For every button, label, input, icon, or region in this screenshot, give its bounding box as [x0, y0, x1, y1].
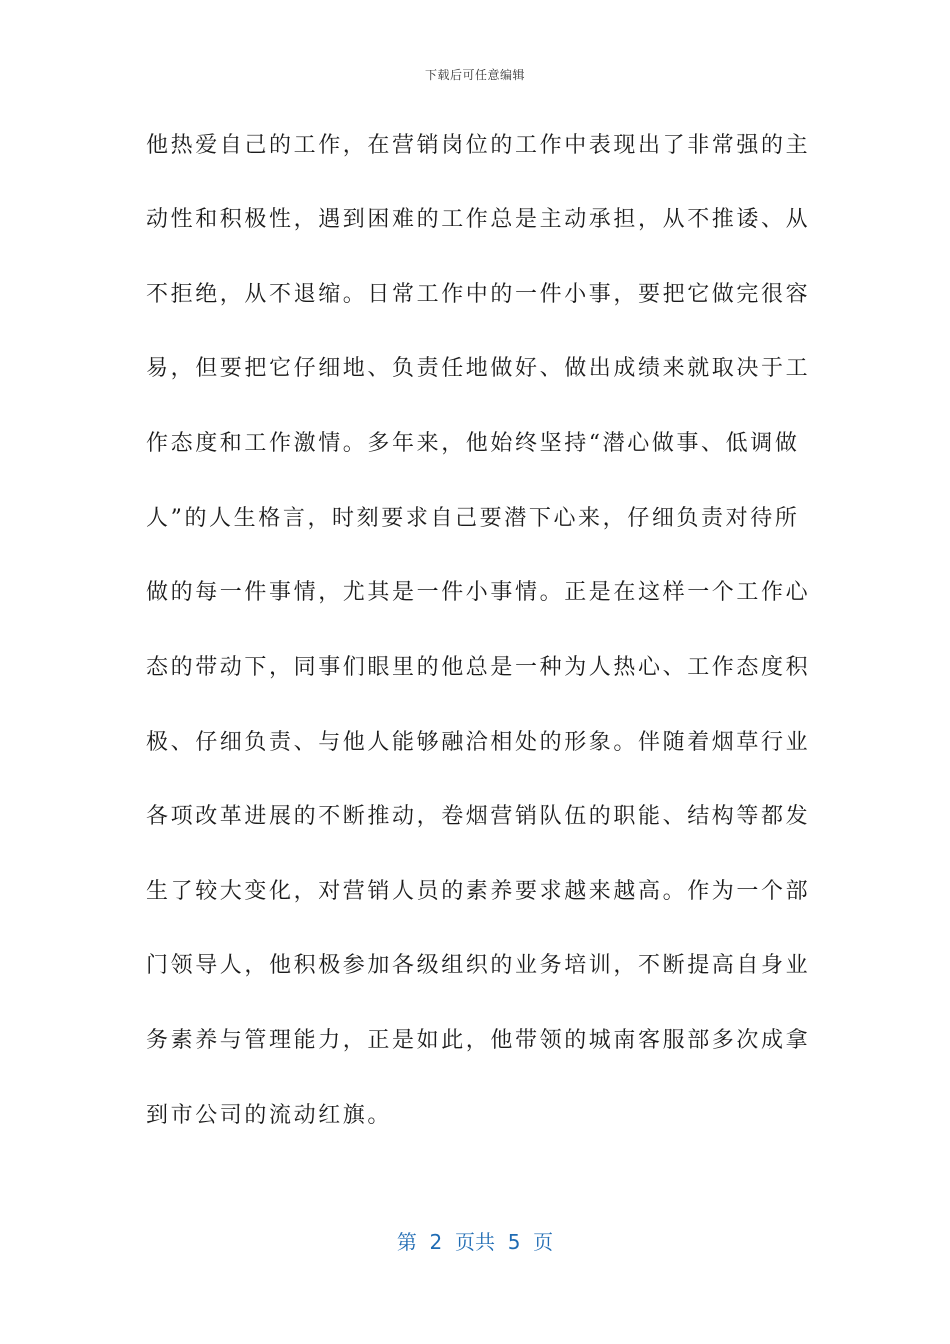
paragraph-line: 动性和积极性，遇到困难的工作总是主动承担，从不推诿、从: [146, 207, 811, 232]
paragraph-line: 作态度和工作激情。多年来，他始终坚持“潜心做事、低调做: [146, 431, 800, 456]
paragraph-line: 做的每一件事情，尤其是一件小事情。正是在这样一个工作心: [146, 580, 811, 605]
paragraph-line: 人”的人生格言，时刻要求自己要潜下心来，仔细负责对待所: [146, 506, 800, 531]
paragraph-line: 各项改革进展的不断推动，卷烟营销队伍的职能、结构等都发: [146, 804, 811, 829]
paragraph-line: 生了较大变化，对营销人员的素养要求越来越高。作为一个部: [146, 879, 811, 904]
paragraph-line: 态的带动下，同事们眼里的他总是一种为人热心、工作态度积: [146, 655, 811, 680]
paragraph-line: 易，但要把它仔细地、负责任地做好、做出成绩来就取决于工: [146, 356, 811, 381]
paragraph-line: 门领导人，他积极参加各级组织的业务培训，不断提高自身业: [146, 953, 811, 978]
paragraph-line: 到市公司的流动红旗。: [146, 1103, 393, 1128]
paragraph-line: 极、仔细负责、与他人能够融洽相处的形象。伴随着烟草行业: [146, 730, 811, 755]
paragraph-line: 务素养与管理能力，正是如此，他带领的城南客服部多次成拿: [146, 1028, 811, 1053]
paragraph-line: 他热爱自己的工作，在营销岗位的工作中表现出了非常强的主: [146, 133, 811, 158]
paragraph-line: 不拒绝，从不退缩。日常工作中的一件小事，要把它做完很容: [146, 282, 811, 307]
page-number: 第 2 页共 5 页: [396, 1230, 554, 1254]
header-note: 下载后可任意编辑: [424, 68, 525, 82]
